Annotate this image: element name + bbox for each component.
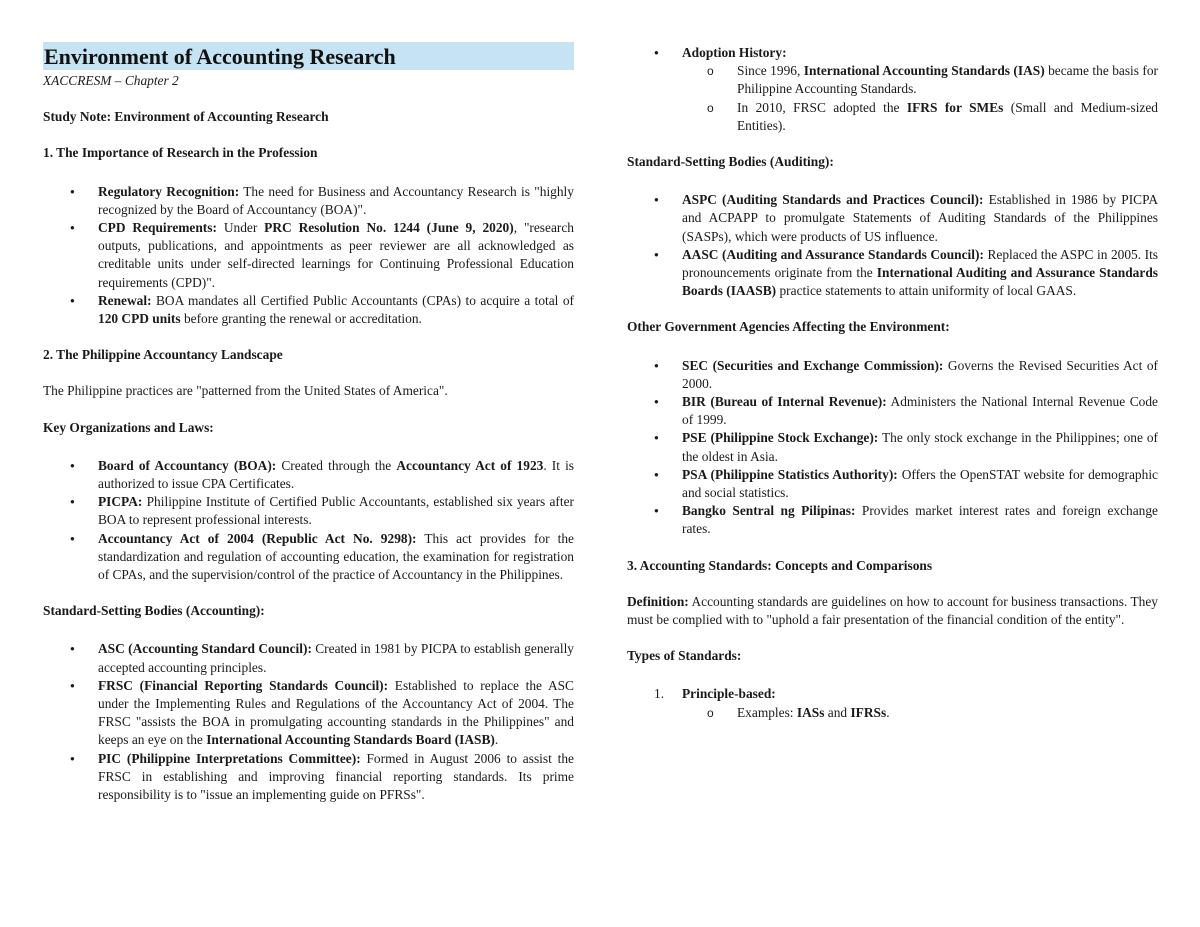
key-organizations-list bbox=[43, 457, 574, 584]
list-item: ● BIR (Bureau of Internal Revenue): Administers the National Internal Revenue Code of 1999. bbox=[627, 393, 1158, 429]
list-item: ● ASPC (Auditing Standards and Practices Council): Established in 1986 by PICPA and ACPAPP to promulgate Statements of Auditing Standards of the Philippines (SASPs), which were products of US influence. bbox=[627, 191, 1158, 246]
list-item: ● Regulatory Recognition: The need for Business and Accountancy Research is "highly recognized by the Board of Accountancy (BOA)". bbox=[43, 183, 574, 219]
section-3-heading: 3. Accounting Standards: Concepts and Comparisons bbox=[627, 557, 933, 573]
sub-list-item: o Since 1996, International Accounting Standards (IAS) became the basis for Philippine Accounting Standards. bbox=[627, 62, 1158, 98]
list-item: ● CPD Requirements: Under PRC Resolution No. 1244 (June 9, 2020), "research outputs, publications, and appointments as peer reviewer are all acknowledged as creditable units under self-directed learnings for Continuing Professional Education requirements (CPD)". bbox=[43, 219, 574, 292]
types-heading: Types of Standards: bbox=[627, 648, 742, 664]
list-item: ● Bangko Sentral ng Pilipinas: Provides market interest rates and foreign exchange rates. bbox=[627, 502, 1158, 538]
list-item: ● PSA (Philippine Statistics Authority): Offers the OpenSTAT website for demographic and social statistics. bbox=[627, 466, 1158, 502]
right-column bbox=[627, 44, 1158, 722]
left-column bbox=[43, 42, 574, 804]
list-item: ● Adoption History: o Since 1996, International Accounting Standards (IAS) became the basis for Philippine Accounting Standards. o In 2010, FRSC adopted the IFRS for SMEs (Small and Medium-sized Entities). bbox=[627, 44, 1158, 135]
key-organizations-heading: Key Organizations and Laws: bbox=[43, 419, 214, 435]
definition-paragraph: Definition: Accounting standards are guidelines on how to account for business transactions. They must be complied with to "uphold a fair presentation of the financial condition of the entity". bbox=[627, 593, 1158, 628]
adoption-history-sublist bbox=[627, 62, 1158, 135]
other-agencies-heading: Other Government Agencies Affecting the Environment: bbox=[627, 319, 950, 335]
types-list bbox=[627, 685, 1158, 721]
list-item: 1. Principle-based: o Examples: IASs and IFRSs. bbox=[627, 685, 1158, 721]
document-subtitle: XACCRESM – Chapter 2 bbox=[43, 73, 179, 88]
list-item: ● FRSC (Financial Reporting Standards Council): Established to replace the ASC under the Implementing Rules and Regulations of the Accountancy Act of 2004. The FRSC "assists the BOA in promulgating accounting standards in the Philippines" and keeps an eye on the International Accounting Standards Board (IASB). bbox=[43, 677, 574, 750]
types-sublist bbox=[627, 704, 1158, 722]
other-agencies-list bbox=[627, 357, 1158, 539]
ssb-accounting-list bbox=[43, 640, 574, 804]
list-item: ● SEC (Securities and Exchange Commission): Governs the Revised Securities Act of 2000. bbox=[627, 357, 1158, 393]
ssb-auditing-list bbox=[627, 191, 1158, 300]
ssb-auditing-heading: Standard-Setting Bodies (Auditing): bbox=[627, 154, 834, 170]
list-item: ● PSE (Philippine Stock Exchange): The only stock exchange in the Philippines; one of the oldest in Asia. bbox=[627, 429, 1158, 465]
sub-list-item: o In 2010, FRSC adopted the IFRS for SMEs (Small and Medium-sized Entities). bbox=[627, 99, 1158, 135]
list-item: ● Renewal: BOA mandates all Certified Public Accountants (CPAs) to acquire a total of 120 CPD units before granting the renewal or accreditation. bbox=[43, 292, 574, 328]
list-item: ● PIC (Philippine Interpretations Committee): Formed in August 2006 to assist the FRSC in establishing and improving financial reporting standards. Its prime responsibility is to "issue an implementing guide on PFRSs". bbox=[43, 750, 574, 805]
section-2-heading: 2. The Philippine Accountancy Landscape bbox=[43, 347, 283, 363]
list-item: ● AASC (Auditing and Assurance Standards Council): Replaced the ASPC in 2005. Its pronouncements originate from the International Auditing and Assurance Standards Boards (IAASB) practice statements to attain uniformity of local GAAS. bbox=[627, 246, 1158, 301]
section-1-heading: 1. The Importance of Research in the Profession bbox=[43, 145, 318, 161]
sub-list-item: o Examples: IASs and IFRSs. bbox=[627, 704, 1158, 722]
ssb-accounting-list-continued bbox=[627, 44, 1158, 135]
list-item: ● Accountancy Act of 2004 (Republic Act No. 9298): This act provides for the standardization and regulation of accounting education, the examination for registration of CPAs, and the supervision/control of the practice of Accountancy in the Philippines. bbox=[43, 530, 574, 585]
ssb-accounting-heading: Standard-Setting Bodies (Accounting): bbox=[43, 603, 265, 619]
list-item: ● ASC (Accounting Standard Council): Created in 1981 by PICPA to establish generally accepted accounting principles. bbox=[43, 640, 574, 676]
document-title: Environment of Accounting Research bbox=[43, 42, 574, 70]
study-note-heading: Study Note: Environment of Accounting Research bbox=[43, 109, 329, 125]
section-2-intro: The Philippine practices are "patterned from the United States of America". bbox=[43, 383, 448, 399]
section-1-list bbox=[43, 183, 574, 329]
list-item: ● PICPA: Philippine Institute of Certified Public Accountants, established six years after BOA to represent professional interests. bbox=[43, 493, 574, 529]
list-item: ● Board of Accountancy (BOA): Created through the Accountancy Act of 1923. It is authorized to issue CPA Certificates. bbox=[43, 457, 574, 493]
